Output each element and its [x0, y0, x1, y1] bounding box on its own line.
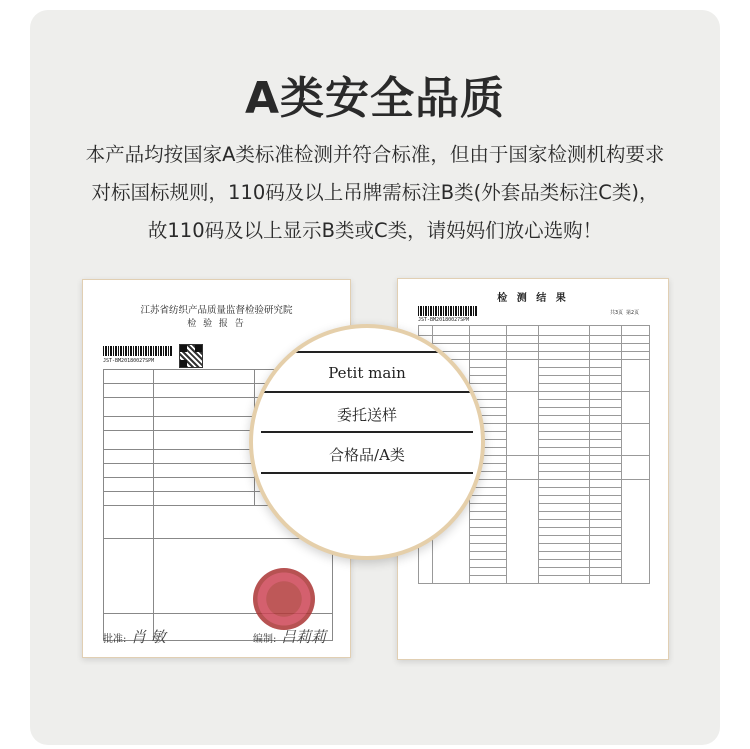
report-heading: 检 验 报 告 — [187, 319, 246, 329]
report-institute: 江苏省纺织产品质量监督检验研究院 — [140, 305, 293, 316]
editor-signature: 吕莉莉 — [281, 628, 327, 646]
qr-code — [179, 344, 203, 368]
barcode-text: JST-BM20180027SPM — [103, 358, 155, 364]
description-line-2: 对标国标规则，110码及以上吊牌需标注B类(外套品类标注C类)， — [91, 181, 659, 204]
barcode-text: JST-BM20180027SPM — [418, 317, 470, 323]
lens-sample-type: 委托送样 — [336, 406, 397, 424]
description — [0, 136, 750, 250]
official-seal — [253, 568, 315, 630]
editor-label: 编制: — [253, 634, 277, 645]
divider — [261, 351, 473, 353]
lens-grade: 合格品/A类 — [329, 446, 405, 464]
results-heading: 检 测 结 果 — [497, 293, 569, 304]
approver-signature: 肖 敏 — [131, 628, 166, 646]
page-title: A类安全品质 — [244, 73, 506, 124]
magnifier-lens — [249, 324, 485, 560]
description-line-1: 本产品均按国家A类标准检测并符合标准，但由于国家检测机构要求 — [85, 143, 665, 166]
table-row — [419, 336, 650, 344]
page-number: 共3页 第2页 — [610, 310, 640, 316]
divider — [261, 431, 473, 433]
barcode — [103, 346, 173, 356]
approver-label: 批准: — [103, 634, 127, 645]
divider — [261, 391, 473, 393]
barcode — [418, 306, 478, 316]
divider — [261, 472, 473, 474]
table-row — [419, 326, 650, 336]
description-line-3: 故110码及以上显示B类或C类，请妈妈们放心选购！ — [147, 219, 603, 242]
lens-brand: Petit main — [328, 364, 406, 382]
